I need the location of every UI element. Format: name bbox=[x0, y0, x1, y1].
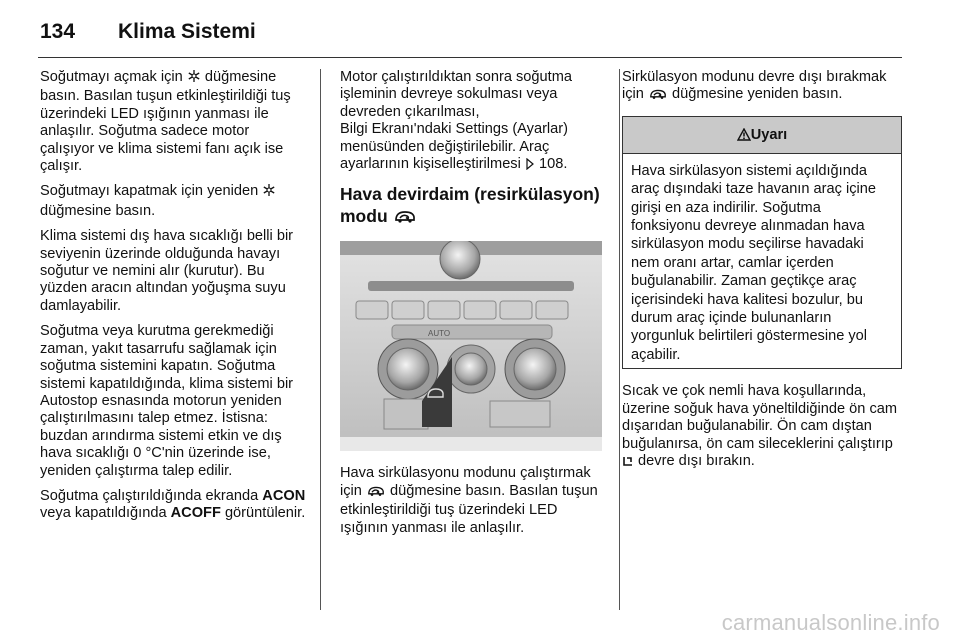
page-reference-icon bbox=[525, 158, 535, 175]
text-run: düğmesine basın. Basılan tuşun etkinleştirildiği tuş üzerindeki LED ışığının yanması ile anlaşılır. bbox=[340, 482, 598, 536]
recirculation-icon bbox=[393, 207, 417, 229]
text-run: düğmesine basın. Basılan tuşun etkinleştirildiği tuş üzerindeki LED ışığının yanması ile anlaşılır. Soğutma sadece motor çalışıyor ve klima sistemi fanı açık ise çalışır. bbox=[40, 69, 291, 175]
column-1 bbox=[40, 69, 306, 531]
warning-header bbox=[623, 117, 901, 154]
paragraph-settings bbox=[340, 69, 606, 175]
text-run: Motor çalıştırıldıktan sonra soğutma işleminin devreye sokulması veya devreden çıkarılması, bbox=[340, 69, 572, 120]
text-run: Soğutma çalıştırıldığında ekranda bbox=[40, 487, 263, 504]
header-rule bbox=[38, 57, 902, 58]
paragraph-dehumidify: Klima sistemi dış hava sıcaklığı belli bir seviyenin üzerinde olduğunda havayı soğutur ve nemini alır (kurutur). Bu yüzden aracın altından yoğuşma suyu damlayabilir. bbox=[40, 228, 294, 314]
paragraph-windscreen bbox=[622, 383, 902, 472]
warning-box bbox=[622, 116, 902, 369]
text-run: devre dışı bırakın. bbox=[634, 452, 755, 469]
warning-triangle-icon bbox=[737, 119, 751, 155]
text-run: veya kapatıldığında bbox=[40, 505, 171, 522]
text-run: Hava sirkülasyonu modunu çalıştırmak için bbox=[340, 465, 591, 499]
warning-text: Hava sirkülasyon sistemi açıldığında araç dışındaki taze havanın araç içine girişi en aza indirilir. Soğutma fonksiyonu devreye alınmadan hava sirkülasyon modu seçilirse havadaki nem oranı artar, camlar içerden buğulanabilir. Zaman geçtikçe araç içerisindeki hava kalitesi bozulur, bu durum araç içinde bulunanların yorgunluk belirtileri göstermesine yol açabilir. bbox=[631, 162, 876, 363]
column-2 bbox=[340, 69, 606, 545]
section-heading bbox=[340, 183, 606, 229]
heading-text: Hava devirdaim (resirkülasyon) modu bbox=[340, 184, 600, 227]
acoff-label: ACOFF bbox=[170, 505, 221, 522]
text-run: görüntülenir. bbox=[220, 505, 306, 522]
text-run: Soğutmayı açmak için bbox=[40, 69, 187, 85]
recirculation-icon bbox=[648, 88, 668, 105]
page-title: Klima Sistemi bbox=[118, 20, 256, 43]
column-3 bbox=[622, 69, 902, 480]
acon-label: ACON bbox=[262, 487, 306, 504]
paragraph-fuel-saving: Soğutma veya kurutma gerekmediği zaman, yakıt tasarrufu sağlamak için soğutma sistemini kapatın. Soğutma sistemi kapatıldığında, klima sistemi bir Autostop esnasında motorun yeniden çalıştırılmasını talep etmez. İstisna: buzdan arındırma sistemi etkin ve dış hava sıcaklığı 0 °C'nin üzerinde ise, yeniden çalıştırma talep edilir. bbox=[40, 323, 294, 479]
snowflake-icon bbox=[187, 69, 201, 88]
text-run: Soğutmayı kapatmak için yeniden bbox=[40, 183, 263, 200]
paragraph-recirc-off bbox=[622, 69, 902, 106]
page-reference: 108. bbox=[538, 156, 568, 173]
text-run: düğmesine yeniden basın. bbox=[667, 86, 843, 103]
text-run: Sirkülasyon modunu devre dışı bırakmak için bbox=[622, 69, 887, 103]
recirculation-icon bbox=[366, 485, 386, 502]
paragraph-display bbox=[40, 488, 306, 523]
snowflake-icon bbox=[262, 183, 276, 202]
paragraph-recirc-on bbox=[340, 465, 606, 537]
paragraph-cooling-on bbox=[40, 69, 306, 175]
text-run: düğmesine basın. bbox=[40, 202, 156, 219]
text-run: Bilgi Ekranı'ndaki Settings (Ayarlar) menüsünden değiştirilebilir. Araç ayarlarının kişiselleştirilmesi bbox=[340, 121, 569, 173]
text-run: Sıcak ve çok nemli hava koşullarında, üzerine soğuk hava yöneltildiğinde ön cam dışarıdan buğulanabilir. Ön cam dıştan buğulanırsa, ön cam sileceklerini çalıştırıp bbox=[622, 383, 898, 452]
wiper-icon bbox=[622, 455, 634, 472]
page-number: 134 bbox=[40, 20, 76, 43]
auto-button-label: AUTO bbox=[428, 329, 451, 339]
warning-title: Uyarı bbox=[750, 126, 788, 143]
control-panel-photo bbox=[340, 241, 602, 451]
column-divider-2 bbox=[619, 69, 620, 610]
watermark: carmanualsonline.info bbox=[721, 610, 940, 635]
paragraph-cooling-off bbox=[40, 183, 306, 220]
column-divider-1 bbox=[320, 69, 321, 610]
